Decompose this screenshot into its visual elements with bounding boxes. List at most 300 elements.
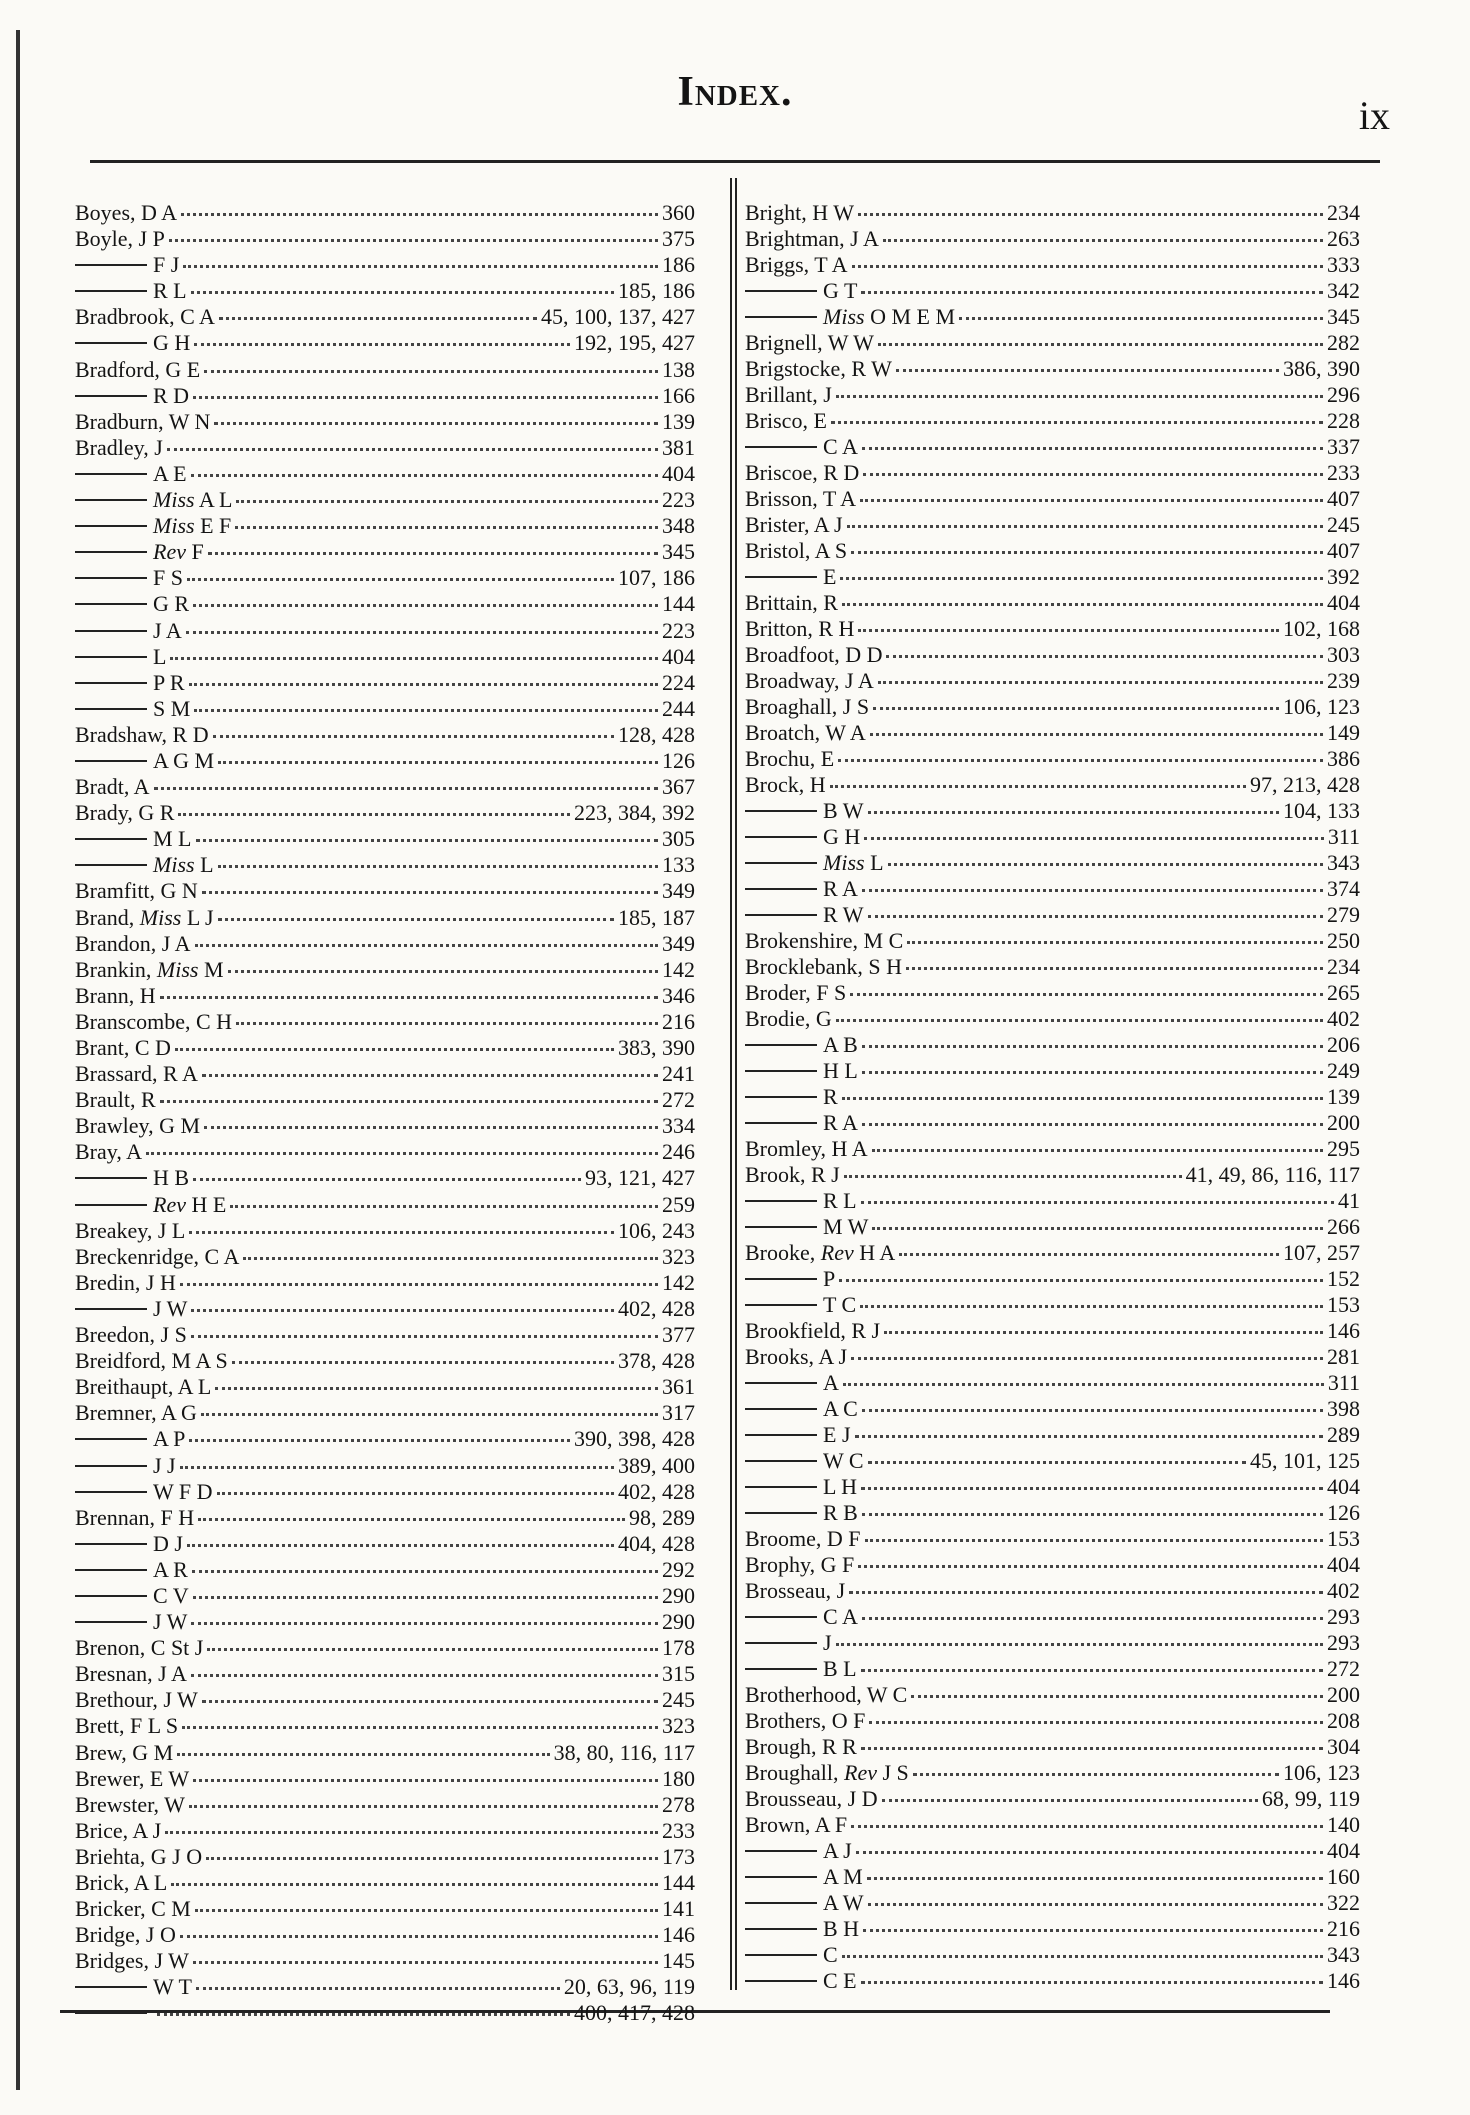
entry-pages: 141 — [662, 1896, 695, 1922]
index-entry — [75, 1348, 695, 1374]
leader-dots — [232, 1361, 614, 1364]
entry-name: Bradburn, W N — [75, 408, 211, 434]
index-entry — [745, 746, 1360, 772]
entry-name: Miss E F — [153, 513, 232, 539]
leader-dots — [851, 1825, 1323, 1828]
entry-pages: 128, 428 — [618, 721, 695, 747]
index-entry — [75, 1557, 695, 1583]
entry-pages: 407 — [1327, 486, 1360, 511]
leader-dots — [183, 265, 658, 268]
ditto-dash — [745, 576, 817, 578]
leader-dots — [860, 499, 1323, 502]
index-entry — [75, 644, 695, 670]
entry-pages: 289 — [1327, 1422, 1360, 1447]
entry-name: F S — [153, 565, 183, 591]
entry-pages: 303 — [1327, 642, 1360, 667]
entry-name: R A — [823, 876, 858, 901]
entry-pages: 282 — [1327, 330, 1360, 355]
index-entry — [745, 1032, 1360, 1058]
entry-name: R A — [823, 1110, 858, 1135]
entry-pages: 107, 186 — [618, 565, 695, 591]
entry-pages: 146 — [1327, 1968, 1360, 1993]
entry-name: L H — [823, 1474, 858, 1499]
entry-name: M W — [823, 1214, 869, 1239]
entry-name: Brister, A J — [745, 512, 843, 537]
leader-dots — [180, 1935, 658, 1938]
index-entry — [75, 1818, 695, 1844]
entry-name: Brewer, E W — [75, 1765, 190, 1791]
entry-pages: 381 — [662, 434, 695, 460]
entry-pages: 293 — [1327, 1630, 1360, 1655]
entry-pages: 233 — [1327, 460, 1360, 485]
leader-dots — [165, 1831, 658, 1834]
index-entry — [75, 826, 695, 852]
leader-dots — [180, 1283, 658, 1286]
index-entry — [745, 928, 1360, 954]
leader-dots — [899, 1253, 1279, 1256]
leader-dots — [191, 291, 614, 294]
entry-pages: 317 — [662, 1400, 695, 1426]
leader-dots — [842, 1097, 1323, 1100]
index-entry — [745, 1266, 1360, 1292]
leader-dots — [207, 1648, 658, 1651]
index-entry — [75, 1453, 695, 1479]
index-entry — [745, 278, 1360, 304]
index-entry — [745, 1708, 1360, 1734]
entry-name: E — [823, 564, 837, 589]
leader-dots — [873, 707, 1279, 710]
entry-pages: 206 — [1327, 1032, 1360, 1057]
index-entry — [75, 539, 695, 565]
leader-dots — [204, 1126, 658, 1129]
entry-name: Broome, D F — [745, 1526, 861, 1551]
entry-name: Brankin, Miss M — [75, 956, 224, 982]
entry-pages: 41 — [1338, 1188, 1360, 1213]
entry-pages: 345 — [662, 539, 695, 565]
entry-name: P R — [153, 669, 185, 695]
entry-pages: 374 — [1327, 876, 1360, 901]
index-entry — [75, 383, 695, 409]
ditto-dash — [75, 1177, 147, 1179]
entry-name: C V — [153, 1582, 189, 1608]
entry-pages: 265 — [1327, 980, 1360, 1005]
index-entry — [745, 798, 1360, 824]
entry-name: B L — [823, 1656, 857, 1681]
leader-dots — [195, 944, 659, 947]
entry-name: R L — [823, 1188, 857, 1213]
entry-name: Bristol, A S — [745, 538, 848, 563]
entry-name: R — [823, 1084, 838, 1109]
index-entry — [75, 1792, 695, 1818]
entry-name: Breidford, M A S — [75, 1348, 228, 1374]
ditto-dash — [745, 888, 817, 890]
ditto-dash — [745, 836, 817, 838]
index-entry — [75, 1505, 695, 1531]
index-entry — [745, 1344, 1360, 1370]
index-entry — [75, 1609, 695, 1635]
entry-name: Briggs, T A — [745, 252, 848, 277]
index-entry — [75, 565, 695, 591]
index-entry — [745, 1526, 1360, 1552]
leader-dots — [851, 551, 1323, 554]
entry-pages: 228 — [1327, 408, 1360, 433]
entry-name: Breithaupt, A L — [75, 1374, 212, 1400]
column-divider — [730, 178, 732, 1990]
index-entry — [75, 1740, 695, 1766]
leader-dots — [831, 421, 1323, 424]
entry-pages: 234 — [1327, 954, 1360, 979]
entry-name: W T — [153, 1974, 192, 2000]
entry-name: Bromley, H A — [745, 1136, 868, 1161]
entry-pages: 153 — [1327, 1526, 1360, 1551]
entry-pages: 180 — [662, 1765, 695, 1791]
leader-dots — [843, 1383, 1324, 1386]
entry-name: A W — [823, 1890, 864, 1915]
entry-pages: 142 — [662, 1269, 695, 1295]
leader-dots — [861, 1487, 1323, 1490]
leader-dots — [842, 603, 1323, 606]
ditto-dash — [75, 1465, 147, 1467]
entry-name: S M — [153, 695, 191, 721]
leader-dots — [217, 1492, 615, 1495]
entry-name: Brethour, J W — [75, 1687, 198, 1713]
index-entry — [745, 1292, 1360, 1318]
leader-dots — [847, 525, 1323, 528]
entry-name: Brassard, R A — [75, 1061, 198, 1087]
index-entry — [745, 486, 1360, 512]
entry-name: P — [823, 1266, 836, 1291]
index-entry — [745, 460, 1360, 486]
ditto-dash — [745, 1928, 817, 1930]
entry-name: Brice, A J — [75, 1817, 162, 1843]
leader-dots — [228, 970, 658, 973]
entry-pages: 349 — [662, 930, 695, 956]
leader-dots — [218, 761, 658, 764]
leader-dots — [868, 1461, 1246, 1464]
leader-dots — [863, 1929, 1323, 1932]
entry-pages: 402 — [1327, 1578, 1360, 1603]
leader-dots — [189, 683, 658, 686]
index-entry — [745, 850, 1360, 876]
index-entry — [745, 694, 1360, 720]
leader-dots — [856, 1851, 1323, 1854]
leader-dots — [167, 448, 658, 451]
index-entry — [75, 696, 695, 722]
entry-pages: 152 — [1327, 1266, 1360, 1291]
entry-pages: 402, 428 — [618, 1295, 695, 1321]
leader-dots — [906, 967, 1323, 970]
leader-dots — [852, 265, 1324, 268]
ditto-dash — [745, 914, 817, 916]
index-entry — [745, 1500, 1360, 1526]
index-entry — [75, 748, 695, 774]
entry-name: A M — [823, 1864, 863, 1889]
entry-pages: 279 — [1327, 902, 1360, 927]
entry-pages: 106, 123 — [1283, 1760, 1360, 1785]
leader-dots — [850, 993, 1323, 996]
leader-dots — [189, 1805, 658, 1808]
leader-dots — [193, 604, 658, 607]
entry-name: Miss L — [823, 850, 884, 875]
entry-pages: 398 — [1327, 1396, 1360, 1421]
entry-name: Broughall, Rev J S — [745, 1760, 909, 1785]
ditto-dash — [75, 1595, 147, 1597]
entry-pages: 160 — [1327, 1864, 1360, 1889]
entry-pages: 98, 289 — [629, 1504, 695, 1530]
index-entry — [75, 1296, 695, 1322]
entry-name: D J — [153, 1530, 183, 1556]
ditto-dash — [75, 656, 147, 658]
index-entry — [75, 1531, 695, 1557]
leader-dots — [235, 526, 658, 529]
leader-dots — [215, 1387, 658, 1390]
entry-name: A G M — [153, 747, 215, 773]
leader-dots — [206, 1857, 658, 1860]
leader-dots — [169, 239, 658, 242]
index-entry — [75, 1035, 695, 1061]
leader-dots — [844, 1175, 1182, 1178]
index-entry — [745, 1162, 1360, 1188]
entry-name: H L — [823, 1058, 858, 1083]
ditto-dash — [75, 1543, 147, 1545]
index-entry — [75, 618, 695, 644]
leader-dots — [193, 396, 658, 399]
entry-pages: 145 — [662, 1948, 695, 1974]
leader-dots — [181, 213, 658, 216]
entry-pages: 337 — [1327, 434, 1360, 459]
leader-dots — [193, 1961, 658, 1964]
index-entry — [75, 1635, 695, 1661]
index-entry — [75, 931, 695, 957]
index-entry — [745, 642, 1360, 668]
leader-dots — [191, 1335, 658, 1338]
index-entry — [75, 435, 695, 461]
entry-pages: 377 — [662, 1322, 695, 1348]
index-entry — [75, 252, 695, 278]
leader-dots — [836, 1019, 1323, 1022]
entry-name: Brisco, E — [745, 408, 827, 433]
ditto-dash — [75, 1621, 147, 1623]
entry-pages: 38, 80, 116, 117 — [553, 1739, 695, 1765]
entry-name: R L — [153, 278, 187, 304]
ditto-dash — [75, 577, 147, 579]
entry-pages: 342 — [1327, 278, 1360, 303]
index-entry — [75, 278, 695, 304]
entry-pages: 367 — [662, 774, 695, 800]
entry-name: W F D — [153, 1478, 213, 1504]
entry-pages: 216 — [1327, 1916, 1360, 1941]
entry-name: J A — [153, 617, 182, 643]
index-entry — [745, 408, 1360, 434]
leader-dots — [861, 1201, 1334, 1204]
entry-pages: 343 — [1327, 1942, 1360, 1967]
entry-pages: 223 — [662, 487, 695, 513]
entry-name: Briscoe, R D — [745, 460, 860, 485]
entry-pages: 142 — [662, 956, 695, 982]
entry-pages: 133 — [662, 852, 695, 878]
index-entry — [745, 824, 1360, 850]
index-entry — [75, 878, 695, 904]
ditto-dash — [745, 1226, 817, 1228]
entry-pages: 234 — [1327, 200, 1360, 225]
entry-name: C A — [823, 434, 858, 459]
entry-name: Brant, C D — [75, 1035, 171, 1060]
leader-dots — [236, 500, 658, 503]
leader-dots — [191, 1622, 658, 1625]
entry-pages: 404 — [1327, 590, 1360, 615]
entry-name: Boyle, J P — [75, 226, 165, 252]
entry-name: Bramfitt, G N — [75, 878, 198, 904]
entry-pages: 402 — [1327, 1006, 1360, 1031]
entry-pages: 185, 187 — [618, 904, 695, 930]
page-number: ix — [1358, 93, 1390, 138]
leader-dots — [192, 1570, 658, 1573]
index-entry — [75, 2000, 695, 2026]
entry-pages: 45, 101, 125 — [1250, 1448, 1360, 1473]
index-entry — [75, 1218, 695, 1244]
index-entry — [745, 1448, 1360, 1474]
entry-pages: 349 — [662, 878, 695, 904]
index-entry — [745, 720, 1360, 746]
entry-name: W C — [823, 1448, 864, 1473]
leader-dots — [208, 552, 658, 555]
leader-dots — [204, 370, 658, 373]
entry-pages: 383, 390 — [618, 1035, 695, 1060]
leader-dots — [883, 239, 1323, 242]
index-entry — [75, 1113, 695, 1139]
ditto-dash — [745, 1382, 817, 1384]
ditto-dash — [75, 708, 147, 710]
index-entry — [75, 957, 695, 983]
leader-dots — [182, 1726, 658, 1729]
entry-pages: 139 — [662, 408, 695, 434]
index-entry — [745, 1864, 1360, 1890]
leader-dots — [236, 1022, 658, 1025]
leader-dots — [836, 395, 1323, 398]
leader-dots — [218, 865, 658, 868]
leader-dots — [213, 735, 614, 738]
entry-pages: 295 — [1327, 1136, 1360, 1161]
index-entry — [75, 905, 695, 931]
entry-name: A B — [823, 1032, 858, 1057]
entry-name: Bradbrook, C A — [75, 304, 215, 330]
ditto-dash — [75, 630, 147, 632]
index-entry — [75, 1844, 695, 1870]
entry-pages: 272 — [1327, 1656, 1360, 1681]
index-entry — [745, 668, 1360, 694]
leader-dots — [869, 1721, 1323, 1724]
leader-dots — [180, 1466, 614, 1469]
index-entry — [745, 1942, 1360, 1968]
ditto-dash — [75, 864, 147, 866]
entry-name: Bresnan, J A — [75, 1661, 187, 1687]
index-entry — [745, 1656, 1360, 1682]
entry-name: Bridges, J W — [75, 1948, 189, 1974]
ditto-dash — [745, 1486, 817, 1488]
index-entry — [745, 356, 1360, 382]
ditto-dash — [745, 1044, 817, 1046]
ditto-dash — [75, 525, 147, 527]
index-entry — [745, 902, 1360, 928]
leader-dots — [913, 1773, 1279, 1776]
index-entry — [745, 512, 1360, 538]
entry-name: A E — [153, 460, 187, 486]
index-entry — [75, 1479, 695, 1505]
entry-name: Brosseau, J — [745, 1578, 846, 1603]
entry-name: Bright, H W — [745, 200, 854, 225]
entry-name: Broadfoot, D D — [745, 642, 883, 667]
entry-name: L — [153, 643, 167, 669]
entry-name: Bredin, J H — [75, 1269, 176, 1295]
entry-name: R B — [823, 1500, 858, 1525]
ditto-dash — [75, 2012, 147, 2014]
index-entry — [75, 1713, 695, 1739]
entry-name: Britton, R H — [745, 616, 855, 641]
index-entry — [745, 1422, 1360, 1448]
entry-pages: 375 — [662, 226, 695, 252]
entry-pages: 93, 121, 427 — [585, 1165, 695, 1191]
entry-pages: 216 — [662, 1008, 695, 1034]
leader-dots — [870, 733, 1323, 736]
leader-dots — [196, 1987, 560, 1990]
leader-dots — [861, 1669, 1323, 1672]
entry-pages: 281 — [1327, 1344, 1360, 1369]
leader-dots — [886, 655, 1323, 658]
entry-name: Miss O M E M — [823, 304, 956, 329]
leader-dots — [157, 2013, 570, 2016]
leader-dots — [198, 1518, 625, 1521]
index-entry — [75, 1087, 695, 1113]
leader-dots — [840, 577, 1323, 580]
index-entry — [745, 382, 1360, 408]
ditto-dash — [745, 810, 817, 812]
index-entry — [745, 304, 1360, 330]
page-title: Index. — [677, 69, 793, 115]
entry-name: J W — [153, 1609, 188, 1635]
ditto-dash — [745, 1096, 817, 1098]
entry-pages: 404, 428 — [618, 1530, 695, 1556]
entry-pages: 106, 243 — [618, 1217, 695, 1243]
entry-pages: 200 — [1327, 1110, 1360, 1135]
entry-pages: 192, 195, 427 — [574, 330, 695, 356]
leader-dots — [862, 447, 1323, 450]
leader-dots — [230, 1205, 658, 1208]
entry-name: Brand, Miss L J — [75, 904, 214, 930]
entry-pages: 290 — [662, 1582, 695, 1608]
entry-pages: 386, 390 — [1283, 356, 1360, 381]
index-entry — [745, 1318, 1360, 1344]
ditto-dash — [75, 551, 147, 553]
index-entry — [75, 1766, 695, 1792]
entry-pages: 360 — [662, 200, 695, 225]
entry-pages: 173 — [662, 1843, 695, 1869]
index-entry — [745, 1084, 1360, 1110]
ditto-dash — [745, 1408, 817, 1410]
ditto-dash — [75, 264, 147, 266]
entry-name: Brooke, Rev H A — [745, 1240, 896, 1265]
entry-pages: 139 — [1327, 1084, 1360, 1109]
index-entry — [745, 1890, 1360, 1916]
entry-pages: 293 — [1327, 1604, 1360, 1629]
leader-dots — [878, 343, 1323, 346]
leader-dots — [193, 1779, 658, 1782]
entry-pages: 343 — [1327, 850, 1360, 875]
ditto-dash — [745, 446, 817, 448]
entry-pages: 345 — [1327, 304, 1360, 329]
entry-pages: 97, 213, 428 — [1250, 772, 1360, 797]
entry-name: Broaghall, J S — [745, 694, 870, 719]
entry-pages: 245 — [662, 1687, 695, 1713]
